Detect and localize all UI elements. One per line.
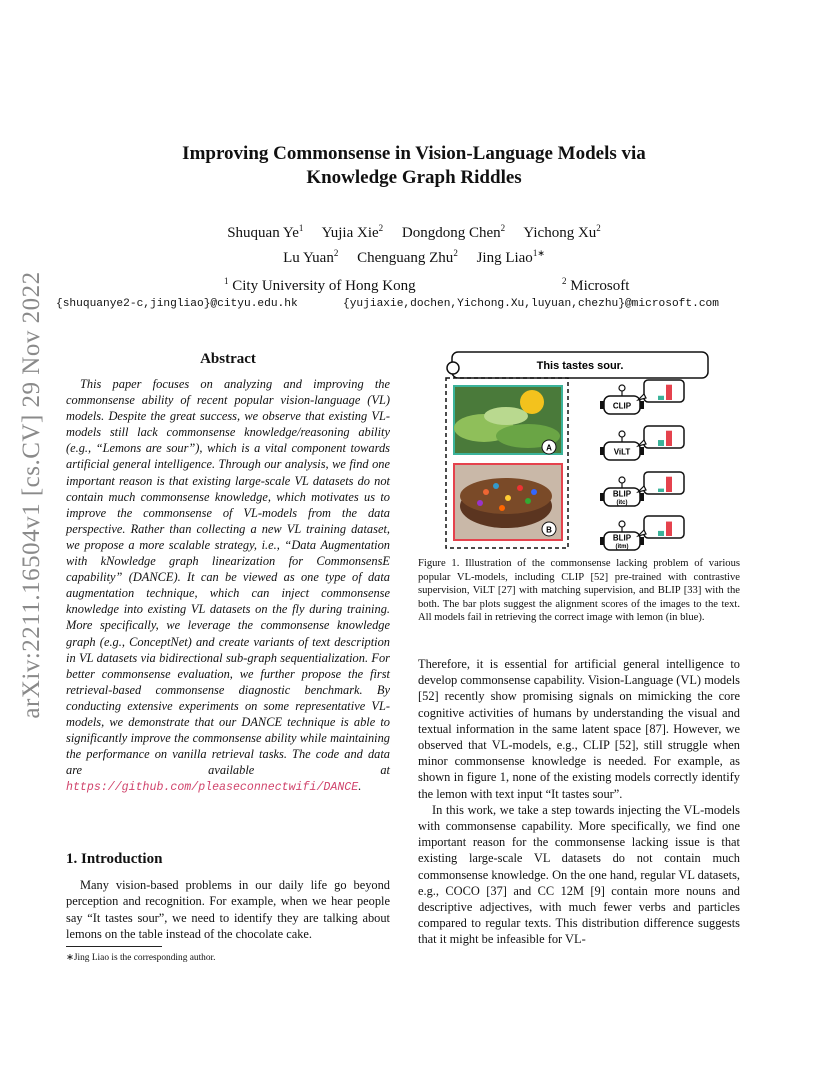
robot-antenna (619, 385, 625, 391)
score-bar-a (658, 531, 664, 536)
robot-ear (640, 493, 644, 501)
score-bar-b (666, 431, 672, 446)
model-name-label: CLIP (612, 401, 632, 411)
abstract-heading: Abstract (200, 351, 256, 367)
email-cityu: {shuquanye2-c,jingliao}@cityu.edu.hk (56, 298, 298, 310)
model-name-label: BLIP (612, 533, 632, 543)
model-name-label: BLIP (612, 489, 632, 499)
paragraph: In this work, we take a step towards injecting the VL-models with commonsense capability. More specifically, we find one important reason for the commonsense lacking issue is that existing large-scale VL datasets do not contain much commonsense knowledge. On the one hand, regular VL datasets, e.g., COCO [37] and CC 12M [9] contain more nouns and descriptive adjectives, with much fewer verbs and particles compared to regular texts. This distribution difference suggests that it might be infeasible for VL- (418, 802, 740, 947)
score-bar-b (666, 385, 672, 400)
author: Yujia Xie$^2$ (321, 223, 384, 241)
introduction-body: Many vision-based problems in our daily life go beyond perception and recognition. For example, when we hear people say “It tastes sour”, we need to identify they are talking about lemons on the table instead of the chocolate cake. (66, 878, 390, 942)
author: Lu Yuan$^2$ (283, 248, 339, 266)
author: Yichong Xu$^2$ (523, 223, 601, 241)
robot-ear (600, 493, 604, 501)
author: Shuquan Ye$^1$ (227, 223, 304, 241)
robot-ear (600, 537, 604, 545)
query-text: This tastes sour. (536, 360, 624, 372)
robot-ear (600, 401, 604, 409)
paragraph: Therefore, it is essential for artificial general intelligence to develop commonsense capability. Vision-Language (VL) models [52] recently show promising signals on mimicking the core cognitive activities of humans by understanding the visual and textual information in the same latent space [87]. However, we observed that VL-models, e.g., CLIP [52], still struggle when minor commonsense knowledge is needed. For example, as shown in figure 1, none of the existing models correctly identify the lemon with text input “It tastes sour”. (418, 657, 740, 801)
image-a-lemon (454, 386, 562, 454)
robot-ear (640, 447, 644, 455)
code-link[interactable]: https://github.com/pleaseconnectwifi/DANCE (66, 781, 359, 795)
author: Chenguang Zhu$^2$ (357, 248, 458, 266)
author: Dongdong Chen$^2$ (401, 223, 506, 241)
image-label-a: A (546, 443, 552, 453)
image-label-b: B (546, 525, 552, 535)
model-name-label: ViLT (613, 447, 631, 457)
model-scores (600, 380, 684, 550)
affiliation-1: $^1$ City University of Hong Kong (224, 276, 416, 294)
figure-1 (436, 346, 726, 552)
robot-ear (640, 401, 644, 409)
score-bar-b (666, 477, 672, 492)
query-bubble (447, 352, 708, 378)
introduction-heading: 1. Introduction (66, 851, 163, 867)
score-bar-a (658, 489, 664, 492)
robot-ear (600, 447, 604, 455)
affiliation-2: $^2$ Microsoft (562, 276, 630, 294)
author-list (100, 218, 728, 268)
robot-antenna (619, 431, 625, 437)
robot-antenna (619, 521, 625, 527)
model-name-label: (itc) (616, 500, 628, 506)
abstract-body: This paper focuses on analyzing and improving the commonsense ability of recent popular vision-language (VL) models. Despite the great success, we observe that existing VL-models still lack commonsense knowledge/reasoning ability (e.g., “Lemons are sour”), which is a vital component towards artificial general intelligence. Through our analysis, we find one important reason is that existing large-scale VL datasets do not contain much commonsense knowledge, which motivates us to improve the commonsense of VL-models from the data perspective. Rather than collecting a new VL training dataset, we propose a more scalable strategy, i.e., “Data Augmentation with kNowledge graph linearization for CommonsensE capability” (DANCE). It can be viewed as one type of data augmentation technique, which can inject commonsense knowledge into existing VL datasets on the fly during training. More specifically, we leverage the commonsense knowledge graph (e.g., ConceptNet) and create variants of text description in VL datasets via bidirectional sub-graph sequentialization. For better commonsense evaluation, we further propose the first retrieval-based commonsense diagnostic benchmark. By conducting extensive experiments on some representative VL-models, we demonstrate that our DANCE technique is able to significantly improve the commonsense ability while maintaining the performance on vanilla retrieval tasks. The code and data are available at https://github.com/pleaseconnectwifi/DANCE. (66, 377, 390, 795)
paper-title (100, 142, 728, 190)
author: Jing Liao$^{1∗}$ (476, 248, 545, 266)
title-line-2: Knowledge Graph Riddles (306, 167, 522, 188)
footnote: ∗Jing Liao is the corresponding author. (66, 953, 216, 963)
robot-ear (640, 537, 644, 545)
arxiv-sidebar-id: arXiv:2211.16504v1 [cs.CV] 29 Nov 2022 (18, 271, 45, 719)
image-b-cake (454, 464, 562, 540)
score-bar-a (658, 396, 664, 400)
score-bar-a (658, 440, 664, 446)
title-line-1: Improving Commonsense in Vision-Language Models via (182, 143, 646, 164)
model-name-label: (itm) (615, 544, 629, 550)
robot-antenna (619, 477, 625, 483)
figure-1-caption: Figure 1. Illustration of the commonsense lacking problem of various popular VL-models, including CLIP [52] pre-trained with contrastive supervision, ViLT [27] with matching supervision, and BLIP [33] with the both. The bar plots suggest the alignment scores of the images to the text. All models fail in retrieving the correct image with lemon (in blue). (418, 558, 740, 624)
score-bar-b (666, 522, 672, 536)
email-microsoft: {yujiaxie,dochen,Yichong.Xu,luyuan,chezhu}@microsoft.com (343, 298, 719, 310)
footnote-rule (66, 946, 162, 947)
right-column-body (418, 656, 740, 948)
